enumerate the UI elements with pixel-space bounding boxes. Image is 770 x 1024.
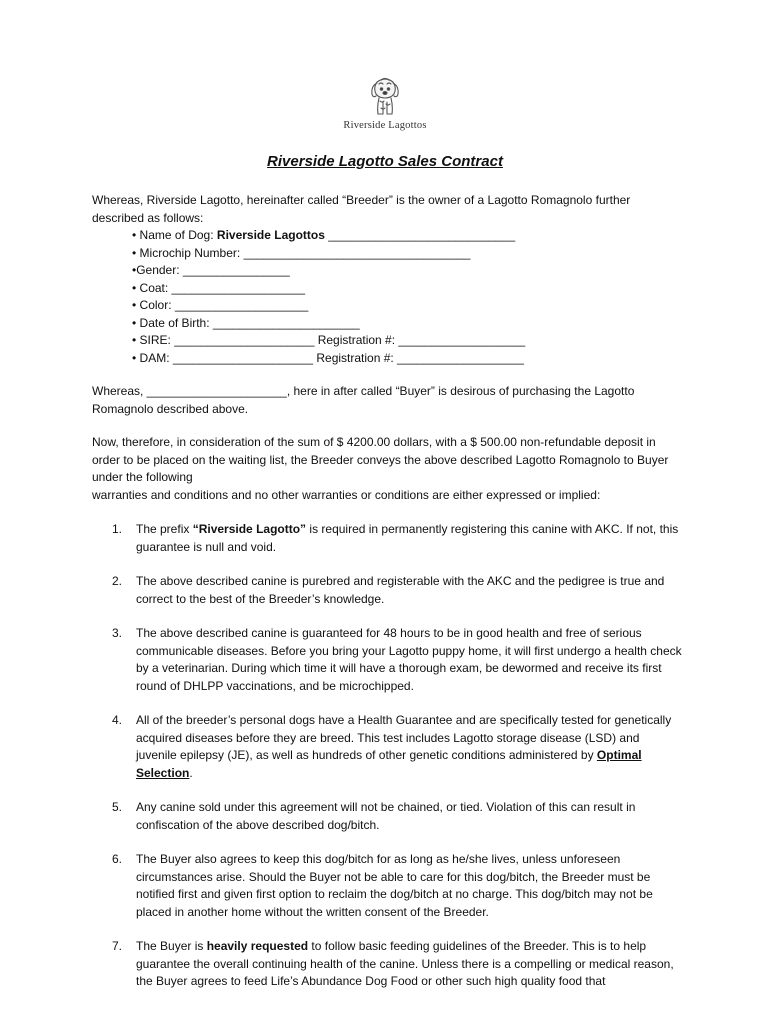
term-text: The above described canine is guaranteed for 48 hours to be in good health and free of serious communicable diseases. Before you bring your Lagotto puppy home, it will first undergo a health check by a veterinarian. During which time it will have a thorough exam, be dewormed and receive its first round of DHLPP vaccinations, and be microchipped. <box>136 626 682 693</box>
term-text: Any canine sold under this agreement will not be chained, or tied. Violation of this can result in confiscation of the above described dog/bitch. <box>136 800 636 832</box>
field-label: • Name of Dog: <box>132 228 217 242</box>
dog-details-list <box>132 227 525 367</box>
term-item <box>92 799 682 834</box>
term-text: The Buyer also agrees to keep this dog/bitch for as long as he/she lives, unless unforeseen circumstances arise. Should the Buyer not be able to care for this dog/bitch, the Breeder must be notified first and given first option to reclaim the dog/bitch at no charge. This dog/bitch may not be placed in another home without the written consent of the Breeder. <box>136 852 653 919</box>
field-date-of-birth: • Date of Birth: ______________________ <box>132 315 360 330</box>
logo-text: Riverside Lagottos <box>343 120 427 131</box>
intro-paragraph: Whereas, Riverside Lagotto, hereinafter called “Breeder” is the owner of a Lagotto Romagnolo further described as follows: <box>92 193 631 225</box>
term-number: 6. <box>112 852 123 866</box>
field-gender: •Gender: ________________ <box>132 263 290 277</box>
term-text: . <box>189 765 193 780</box>
term-text: The prefix <box>136 522 193 536</box>
term-number: 3. <box>112 626 123 640</box>
term-text: The above described canine is purebred and registerable with the AKC and the pedigree is true and correct to the best of the Breeder’s knowledge. <box>136 574 665 606</box>
term-item <box>92 851 682 921</box>
consideration-line-1: Now, therefore, in consideration of the sum of $ 4200.00 dollars, with a $ 500.00 non-refundable deposit in order to be placed on the waiting list, the Breeder conveys the above described Lagotto Romagnolo to Buyer under the following <box>92 435 669 484</box>
field-blank: ____________________________ <box>324 228 516 242</box>
dog-logo-icon <box>365 74 405 118</box>
term-text: The Buyer is <box>136 939 207 953</box>
consideration-paragraph <box>92 434 682 504</box>
term-number: 7. <box>112 939 123 953</box>
term-item <box>92 938 682 991</box>
term-text: to follow basic feeding guidelines of the Breeder. This is to help guarantee the overall continuing health of the canine. Unless there is a compelling or medical reason, the Buyer agrees to feed Life’s Abundance Dog Food or other such high quality food that <box>136 939 674 988</box>
consideration-line-2: warranties and conditions and no other warranties or conditions are either expressed or implied: <box>92 487 601 502</box>
field-coat: • Coat: ____________________ <box>132 280 306 295</box>
field-value: Riverside Lagottos <box>216 228 325 242</box>
page-title: Riverside Lagotto Sales Contract <box>267 153 503 170</box>
field-microchip: • Microchip Number: __________________________________ <box>132 245 471 260</box>
term-item <box>92 521 682 556</box>
term-number: 1. <box>112 522 123 536</box>
terms-list <box>92 521 682 1008</box>
term-number: 4. <box>112 713 123 727</box>
field-color: • Color: ____________________ <box>132 298 309 312</box>
buyer-paragraph: Whereas, _____________________, here in after called “Buyer” is desirous of purchasing the Lagotto Romagnolo described above. <box>92 384 635 416</box>
term-text: All of the breeder’s personal dogs have a Health Guarantee and are specifically tested for genetically acquired diseases before they are breed. This test includes Lagotto storage disease (LSD) and juvenile epilepsy (JE), as well as hundreds of other genetic conditions administered by <box>136 713 672 762</box>
term-item <box>92 573 682 608</box>
logo <box>320 74 450 131</box>
term-bold-text: heavily requested <box>206 939 309 953</box>
field-dam: • DAM: _____________________ Registration #: ___________________ <box>132 350 524 365</box>
field-name-of-dog <box>132 227 525 245</box>
field-sire: • SIRE: _____________________ Registration #: ___________________ <box>132 333 526 347</box>
term-text: is required in permanently registering this canine with AKC. If not, this guarantee is null and void. <box>136 522 679 554</box>
term-number: 2. <box>112 574 123 588</box>
term-item <box>92 712 682 782</box>
term-number: 5. <box>112 800 123 814</box>
term-item <box>92 625 682 695</box>
term-bold-text: “Riverside Lagotto” <box>192 522 307 536</box>
optimal-selection-link[interactable]: Optimal Selection <box>136 748 642 780</box>
